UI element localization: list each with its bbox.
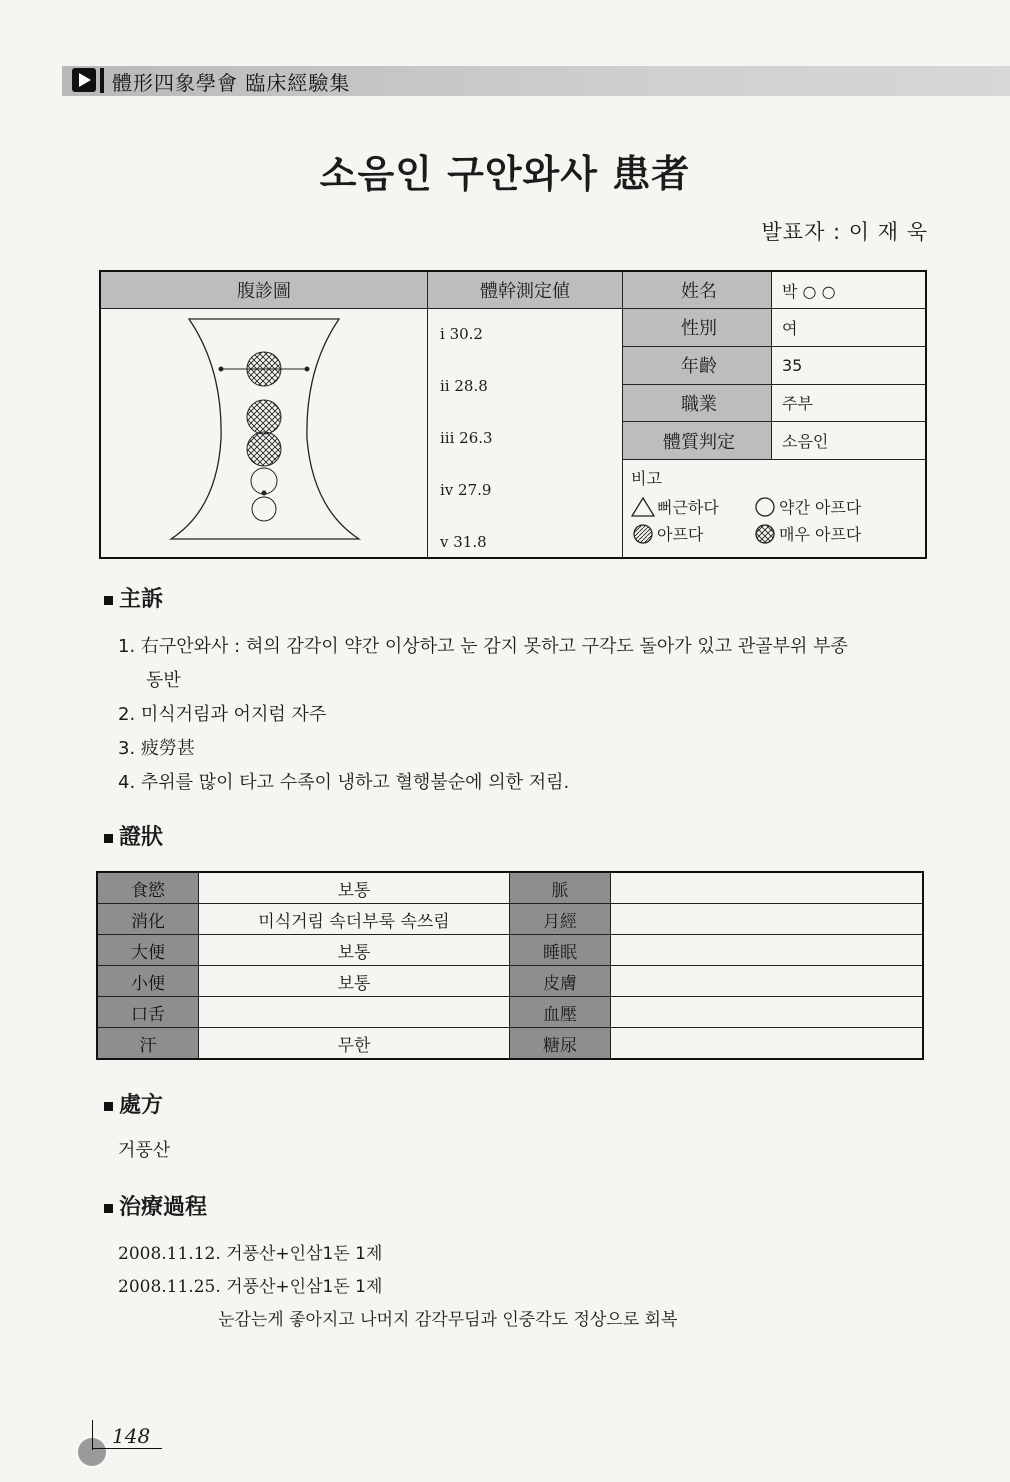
list-item: 4. 추위를 많이 타고 수족이 냉하고 혈행불순에 의한 저림. [118,772,570,793]
measure-value: iii 26.3 [440,429,493,447]
pain-point-severe [247,432,281,466]
patient-label: 姓名 [623,271,772,309]
abdomen-diagram [101,309,427,553]
abdomen-diagram-cell [100,309,428,559]
symptom-key: 睡眠 [510,935,611,966]
patient-label: 年齡 [623,346,772,384]
section-treatment: 治療過程 [104,1190,207,1221]
presenter: 발표자 : 이 재 욱 [761,220,928,244]
symptom-value [611,966,924,997]
pain-point-severe [247,400,281,434]
page-number: 148 [112,1424,151,1448]
treatment-text: 거풍산+인삼1돈 1제 [226,1244,383,1264]
remarks-cell [623,460,927,559]
list-item: 2. 미식거림과 어지럼 자주 [118,704,327,725]
marker-dot [262,491,267,496]
symptom-value [199,997,510,1028]
symptom-key: 血壓 [510,997,611,1028]
measure-value: iv 27.9 [440,481,492,499]
measure-value: ii 28.8 [440,377,488,395]
treatment-date: 2008.11.25. [118,1277,221,1297]
hatched-circle-icon [631,524,655,544]
symptom-key: 大便 [97,935,199,966]
symptom-key: 口舌 [97,997,199,1028]
patient-value: 여 [772,309,927,347]
page-title: 소음인 구안와사 患者 [319,152,691,196]
col-abdomen-header: 腹診圖 [100,271,428,309]
treatment-entry [118,1238,677,1271]
symptom-value: 보통 [199,872,510,904]
play-icon [72,68,96,92]
symptom-value: 미식거림 속더부룩 속쓰림 [199,904,510,935]
symptom-key: 食慾 [97,872,199,904]
list-item-continuation: 동반 [146,670,181,691]
section-symptoms: 證狀 [104,820,163,851]
legend-item [753,495,875,518]
patient-value: 박 ○ ○ [772,271,927,309]
measure-value: v 31.8 [440,533,487,551]
symptom-key: 皮膚 [510,966,611,997]
section-chief-complaint: 主訴 [104,582,163,613]
marker-dot [219,367,224,372]
symptom-value [611,1028,924,1060]
remarks-label: 비고 [631,469,662,488]
treatment-log [118,1238,677,1337]
symptom-key: 脈 [510,872,611,904]
pain-point-severe [247,352,281,386]
legend [631,495,917,549]
treatment-entry [118,1271,677,1304]
patient-label: 性別 [623,309,772,347]
list-item: 3. 疲勞甚 [118,738,195,759]
prescription-text: 거풍산 [118,1140,171,1161]
symptom-key: 糖尿 [510,1028,611,1060]
patient-value: 주부 [772,384,927,422]
symptom-key: 月經 [510,904,611,935]
measure-cell [428,309,623,559]
treatment-date: 2008.11.12. [118,1244,221,1264]
header-divider [100,68,104,93]
section-prescription: 處方 [104,1088,163,1119]
pain-point-mild [251,468,277,494]
symptom-value: 보통 [199,935,510,966]
triangle-icon [631,497,655,517]
legend-text: 아프다 [657,525,704,544]
symptom-key: 小便 [97,966,199,997]
symptom-key: 消化 [97,904,199,935]
symptom-value: 보통 [199,966,510,997]
symptom-table [96,871,924,1060]
chief-complaint-list [118,630,930,800]
marker-dot [305,367,310,372]
page-divider [92,1448,162,1449]
symptom-value [611,997,924,1028]
symptom-value [611,872,924,904]
treatment-note: 눈감는게 좋아지고 나머지 감각무딤과 인중각도 정상으로 회복 [218,1310,678,1330]
legend-text: 뻐근하다 [657,498,719,517]
treatment-text: 거풍산+인삼1돈 1제 [226,1277,383,1297]
list-item: 1. 右구안와사 : 혀의 감각이 약간 이상하고 눈 감지 못하고 구각도 돌아가 있고 관골부위 부종 [118,636,848,657]
patient-label: 職業 [623,384,772,422]
exam-table [99,270,927,559]
crosshatched-circle-icon [753,524,777,544]
pain-point-mild [252,497,276,521]
symptom-value [611,904,924,935]
measure-value: i 30.2 [440,325,483,343]
page-divider [92,1420,93,1450]
legend-text: 매우 아프다 [779,525,862,544]
legend-item [753,522,875,545]
legend-item [631,522,753,545]
symptom-value: 무한 [199,1028,510,1060]
symptom-key: 汗 [97,1028,199,1060]
legend-text: 약간 아프다 [779,498,862,517]
col-measure-header: 體幹測定値 [428,271,623,309]
symptom-value [611,935,924,966]
patient-value: 소음인 [772,422,927,460]
series-title: 體形四象學會 臨床經驗集 [112,71,351,95]
patient-value: 35 [772,346,927,384]
patient-label: 體質判定 [623,422,772,460]
circle-icon [753,497,777,517]
legend-item [631,495,753,518]
